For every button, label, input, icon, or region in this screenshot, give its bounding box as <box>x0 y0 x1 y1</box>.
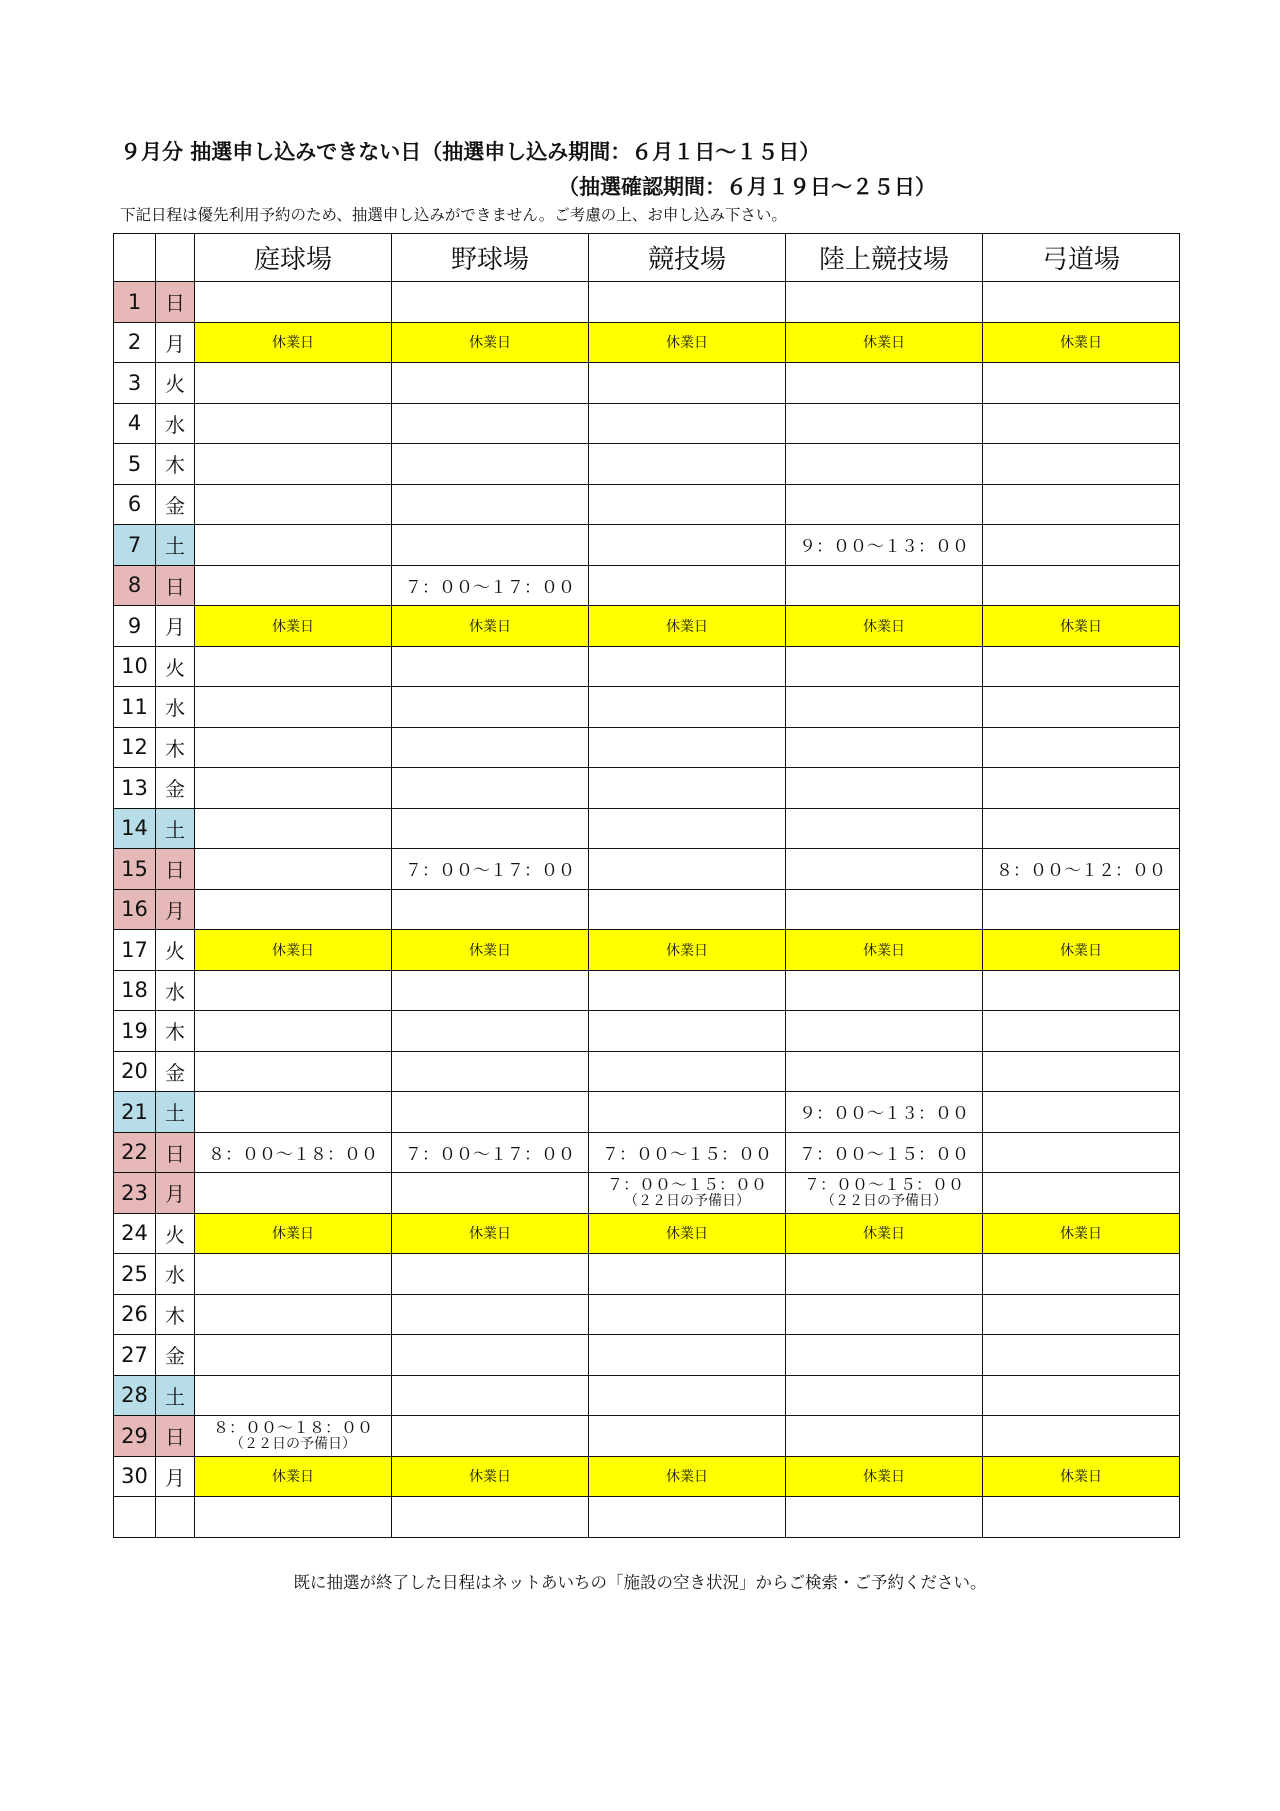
schedule-cell <box>392 403 589 444</box>
day-number: 25 <box>114 1254 156 1295</box>
schedule-cell <box>195 1092 392 1133</box>
weekday: 日 <box>156 1416 195 1457</box>
schedule-cell <box>589 1294 786 1335</box>
schedule-cell <box>195 444 392 485</box>
day-number: 12 <box>114 727 156 768</box>
header-track-field: 陸上競技場 <box>786 234 983 282</box>
schedule-cell: ７：００～１７：００ <box>392 1132 589 1173</box>
day-number: 17 <box>114 930 156 971</box>
schedule-cell <box>392 1173 589 1214</box>
weekday: 水 <box>156 970 195 1011</box>
schedule-cell: ７：００～１５：００ <box>589 1132 786 1173</box>
schedule-cell <box>983 1335 1180 1376</box>
schedule-cell: ７：００～１５：００ <box>786 1132 983 1173</box>
schedule-cell <box>589 1497 786 1538</box>
schedule-cell: ７：００～１７：００ <box>392 565 589 606</box>
schedule-cell <box>589 849 786 890</box>
weekday: 金 <box>156 1335 195 1376</box>
closed-day-cell: 休業日 <box>786 1456 983 1497</box>
schedule-cell <box>392 1375 589 1416</box>
day-number: 20 <box>114 1051 156 1092</box>
schedule-cell <box>786 282 983 323</box>
day-number: 13 <box>114 768 156 809</box>
schedule-cell <box>589 1011 786 1052</box>
schedule-cell <box>786 1335 983 1376</box>
schedule-cell <box>786 970 983 1011</box>
schedule-cell <box>983 363 1180 404</box>
day-number: 3 <box>114 363 156 404</box>
weekday: 土 <box>156 525 195 566</box>
weekday: 金 <box>156 768 195 809</box>
table-row <box>114 849 1180 890</box>
table-row <box>114 403 1180 444</box>
table-row <box>114 1011 1180 1052</box>
header-weekday <box>156 234 195 282</box>
schedule-cell <box>195 768 392 809</box>
weekday: 木 <box>156 1294 195 1335</box>
day-number: 15 <box>114 849 156 890</box>
schedule-cell <box>589 768 786 809</box>
schedule-cell <box>589 282 786 323</box>
day-number: 6 <box>114 484 156 525</box>
closed-day-cell: 休業日 <box>195 322 392 363</box>
weekday: 火 <box>156 363 195 404</box>
weekday <box>156 1497 195 1538</box>
day-number: 19 <box>114 1011 156 1052</box>
day-number: 23 <box>114 1173 156 1214</box>
schedule-cell <box>392 444 589 485</box>
schedule-cell <box>392 646 589 687</box>
weekday: 日 <box>156 849 195 890</box>
schedule-cell <box>786 1375 983 1416</box>
weekday: 水 <box>156 687 195 728</box>
day-number: 7 <box>114 525 156 566</box>
schedule-cell <box>392 1051 589 1092</box>
closed-day-cell: 休業日 <box>195 1213 392 1254</box>
schedule-cell <box>589 444 786 485</box>
closed-day-cell: 休業日 <box>983 606 1180 647</box>
schedule-table <box>113 233 1180 1538</box>
day-number: 26 <box>114 1294 156 1335</box>
schedule-cell <box>195 687 392 728</box>
schedule-cell <box>392 1497 589 1538</box>
day-number: 10 <box>114 646 156 687</box>
schedule-cell <box>589 1416 786 1457</box>
schedule-cell <box>589 1173 786 1214</box>
day-number: 21 <box>114 1092 156 1133</box>
schedule-cell <box>786 1416 983 1457</box>
weekday: 木 <box>156 444 195 485</box>
schedule-cell <box>195 1011 392 1052</box>
table-row <box>114 727 1180 768</box>
day-number: 4 <box>114 403 156 444</box>
schedule-cell <box>589 363 786 404</box>
table-row <box>114 646 1180 687</box>
schedule-cell <box>392 1254 589 1295</box>
day-number: 11 <box>114 687 156 728</box>
day-number: 27 <box>114 1335 156 1376</box>
weekday: 土 <box>156 1092 195 1133</box>
schedule-cell <box>392 889 589 930</box>
day-number: 29 <box>114 1416 156 1457</box>
schedule-cell <box>589 889 786 930</box>
day-number: 24 <box>114 1213 156 1254</box>
schedule-cell <box>786 444 983 485</box>
schedule-cell <box>392 1092 589 1133</box>
reserved-time: ８：００～１８：００ <box>212 1418 373 1438</box>
schedule-cell <box>983 525 1180 566</box>
closed-day-cell: 休業日 <box>392 930 589 971</box>
weekday: 水 <box>156 403 195 444</box>
schedule-cell <box>195 646 392 687</box>
schedule-cell <box>786 403 983 444</box>
schedule-cell <box>786 1173 983 1214</box>
schedule-cell <box>983 808 1180 849</box>
schedule-cell <box>983 970 1180 1011</box>
schedule-cell: ８：００～１２：００ <box>983 849 1180 890</box>
closed-day-cell: 休業日 <box>983 322 1180 363</box>
schedule-cell <box>195 403 392 444</box>
schedule-cell <box>195 889 392 930</box>
closed-day-cell: 休業日 <box>589 930 786 971</box>
notice-text: 下記日程は優先利用予約のため、抽選申し込みができません。ご考慮の上、お申し込み下さい。 <box>120 206 787 224</box>
header-tennis-court: 庭球場 <box>195 234 392 282</box>
table-row <box>114 363 1180 404</box>
schedule-cell <box>983 889 1180 930</box>
header-archery-range: 弓道場 <box>983 234 1180 282</box>
table-row <box>114 1335 1180 1376</box>
day-number: 16 <box>114 889 156 930</box>
schedule-cell <box>195 849 392 890</box>
closed-day-cell: 休業日 <box>195 930 392 971</box>
schedule-cell <box>983 1092 1180 1133</box>
schedule-cell <box>983 687 1180 728</box>
header-row <box>114 234 1180 282</box>
schedule-cell <box>392 687 589 728</box>
schedule-cell <box>195 1497 392 1538</box>
day-number: 18 <box>114 970 156 1011</box>
schedule-cell <box>195 1173 392 1214</box>
weekday: 月 <box>156 1173 195 1214</box>
weekday: 日 <box>156 282 195 323</box>
closed-day-cell: 休業日 <box>983 1456 1180 1497</box>
table-row <box>114 565 1180 606</box>
closed-day-cell: 休業日 <box>392 322 589 363</box>
table-row <box>114 322 1180 363</box>
schedule-cell <box>589 687 786 728</box>
weekday: 土 <box>156 808 195 849</box>
table-row <box>114 1092 1180 1133</box>
schedule-cell <box>392 484 589 525</box>
day-number: 9 <box>114 606 156 647</box>
day-number: 14 <box>114 808 156 849</box>
header-day <box>114 234 156 282</box>
table-row <box>114 1416 1180 1457</box>
schedule-cell <box>786 1051 983 1092</box>
schedule-cell <box>983 768 1180 809</box>
table-row <box>114 1051 1180 1092</box>
schedule-cell <box>392 363 589 404</box>
weekday: 日 <box>156 565 195 606</box>
table-row <box>114 282 1180 323</box>
schedule-cell <box>392 1294 589 1335</box>
weekday: 月 <box>156 322 195 363</box>
schedule-cell <box>983 1173 1180 1214</box>
schedule-cell <box>786 1254 983 1295</box>
schedule-cell <box>589 525 786 566</box>
closed-day-cell: 休業日 <box>589 1213 786 1254</box>
schedule-cell <box>195 363 392 404</box>
closed-day-cell: 休業日 <box>589 606 786 647</box>
schedule-cell <box>786 687 983 728</box>
schedule-cell <box>983 444 1180 485</box>
closed-day-cell: 休業日 <box>392 1213 589 1254</box>
schedule-cell <box>589 1254 786 1295</box>
schedule-cell <box>983 1375 1180 1416</box>
schedule-cell <box>786 727 983 768</box>
table-row <box>114 525 1180 566</box>
day-number: 8 <box>114 565 156 606</box>
day-number: 28 <box>114 1375 156 1416</box>
schedule-cell <box>983 1416 1180 1457</box>
header-baseball-field: 野球場 <box>392 234 589 282</box>
weekday: 火 <box>156 930 195 971</box>
day-number: 2 <box>114 322 156 363</box>
schedule-cell <box>589 727 786 768</box>
reserved-time: ７：００～１５：００ <box>803 1175 964 1195</box>
table-row <box>114 1213 1180 1254</box>
page-title: ９月分 抽選申し込みできない日（抽選申し込み期間：６月１日～１５日） <box>120 140 821 164</box>
closed-day-cell: 休業日 <box>195 1456 392 1497</box>
schedule-cell <box>392 970 589 1011</box>
table-row <box>114 687 1180 728</box>
table-row <box>114 808 1180 849</box>
table-row <box>114 1375 1180 1416</box>
reserve-day-note: （２２日の予備日） <box>821 1193 947 1210</box>
table-row <box>114 768 1180 809</box>
weekday: 月 <box>156 1456 195 1497</box>
confirmation-period: （抽選確認期間：６月１９日～２５日） <box>558 175 936 199</box>
schedule-cell <box>983 646 1180 687</box>
closed-day-cell: 休業日 <box>392 606 589 647</box>
schedule-cell <box>392 1335 589 1376</box>
table-row <box>114 484 1180 525</box>
closed-day-cell: 休業日 <box>983 1213 1180 1254</box>
schedule-cell <box>392 808 589 849</box>
schedule-cell <box>786 768 983 809</box>
schedule-cell <box>786 849 983 890</box>
schedule-cell <box>392 1011 589 1052</box>
header-athletic-field: 競技場 <box>589 234 786 282</box>
closed-day-cell: 休業日 <box>195 606 392 647</box>
weekday: 木 <box>156 727 195 768</box>
weekday: 木 <box>156 1011 195 1052</box>
schedule-cell <box>786 1294 983 1335</box>
schedule-cell <box>589 1375 786 1416</box>
closed-day-cell: 休業日 <box>786 1213 983 1254</box>
weekday: 水 <box>156 1254 195 1295</box>
schedule-cell <box>983 1294 1180 1335</box>
schedule-cell <box>786 1497 983 1538</box>
schedule-cell <box>589 970 786 1011</box>
day-number: 22 <box>114 1132 156 1173</box>
weekday: 金 <box>156 484 195 525</box>
day-number: 5 <box>114 444 156 485</box>
day-number: 1 <box>114 282 156 323</box>
closed-day-cell: 休業日 <box>983 930 1180 971</box>
schedule-cell <box>589 403 786 444</box>
schedule-cell <box>195 525 392 566</box>
schedule-cell <box>786 363 983 404</box>
footer-note: 既に抽選が終了した日程はネットあいちの「施設の空き状況」からご検索・ご予約ください。 <box>293 1573 987 1592</box>
schedule-cell <box>195 1254 392 1295</box>
schedule-cell <box>589 808 786 849</box>
table-row <box>114 970 1180 1011</box>
reserved-time: ７：００～１５：００ <box>606 1175 767 1195</box>
schedule-cell <box>392 727 589 768</box>
schedule-cell <box>589 646 786 687</box>
schedule-cell <box>392 525 589 566</box>
reserve-day-note: （２２日の予備日） <box>230 1436 356 1453</box>
schedule-cell <box>983 1254 1180 1295</box>
schedule-cell <box>983 1051 1180 1092</box>
schedule-cell <box>983 282 1180 323</box>
schedule-cell <box>195 282 392 323</box>
schedule-cell <box>786 484 983 525</box>
reserve-day-note: （２２日の予備日） <box>624 1193 750 1210</box>
schedule-cell <box>786 565 983 606</box>
weekday: 土 <box>156 1375 195 1416</box>
closed-day-cell: 休業日 <box>589 322 786 363</box>
schedule-cell <box>195 565 392 606</box>
schedule-cell <box>786 889 983 930</box>
table-row <box>114 1173 1180 1214</box>
schedule-cell: ９：００～１３：００ <box>786 525 983 566</box>
schedule-cell <box>195 1416 392 1457</box>
schedule-cell <box>195 1375 392 1416</box>
schedule-cell <box>392 282 589 323</box>
schedule-cell <box>983 727 1180 768</box>
schedule-cell <box>589 1092 786 1133</box>
schedule-cell <box>983 1132 1180 1173</box>
table-row <box>114 889 1180 930</box>
schedule-cell <box>589 484 786 525</box>
schedule-cell <box>589 1335 786 1376</box>
table-row <box>114 1132 1180 1173</box>
schedule-cell <box>195 1051 392 1092</box>
schedule-cell <box>983 1011 1180 1052</box>
schedule-cell: ９：００～１３：００ <box>786 1092 983 1133</box>
table-row <box>114 444 1180 485</box>
schedule-cell <box>392 1416 589 1457</box>
schedule-cell <box>195 1294 392 1335</box>
table-row <box>114 1497 1180 1538</box>
schedule-cell <box>983 565 1180 606</box>
schedule-cell <box>195 970 392 1011</box>
weekday: 火 <box>156 1213 195 1254</box>
schedule-cell <box>195 727 392 768</box>
weekday: 日 <box>156 1132 195 1173</box>
closed-day-cell: 休業日 <box>589 1456 786 1497</box>
table-row <box>114 1294 1180 1335</box>
table-row <box>114 606 1180 647</box>
weekday: 火 <box>156 646 195 687</box>
closed-day-cell: 休業日 <box>786 606 983 647</box>
closed-day-cell: 休業日 <box>786 322 983 363</box>
schedule-cell <box>195 484 392 525</box>
schedule-cell <box>589 565 786 606</box>
weekday: 月 <box>156 606 195 647</box>
day-number <box>114 1497 156 1538</box>
schedule-cell <box>392 768 589 809</box>
weekday: 金 <box>156 1051 195 1092</box>
closed-day-cell: 休業日 <box>392 1456 589 1497</box>
table-row <box>114 1254 1180 1295</box>
schedule-cell <box>195 1335 392 1376</box>
schedule-cell <box>983 403 1180 444</box>
schedule-cell <box>786 646 983 687</box>
schedule-cell <box>983 1497 1180 1538</box>
table-row <box>114 930 1180 971</box>
schedule-cell <box>589 1051 786 1092</box>
closed-day-cell: 休業日 <box>786 930 983 971</box>
day-number: 30 <box>114 1456 156 1497</box>
weekday: 月 <box>156 889 195 930</box>
schedule-cell <box>786 1011 983 1052</box>
table-row <box>114 1456 1180 1497</box>
schedule-cell: ８：００～１８：００ <box>195 1132 392 1173</box>
schedule-cell <box>195 808 392 849</box>
schedule-cell <box>786 808 983 849</box>
schedule-cell <box>983 484 1180 525</box>
schedule-cell: ７：００～１７：００ <box>392 849 589 890</box>
